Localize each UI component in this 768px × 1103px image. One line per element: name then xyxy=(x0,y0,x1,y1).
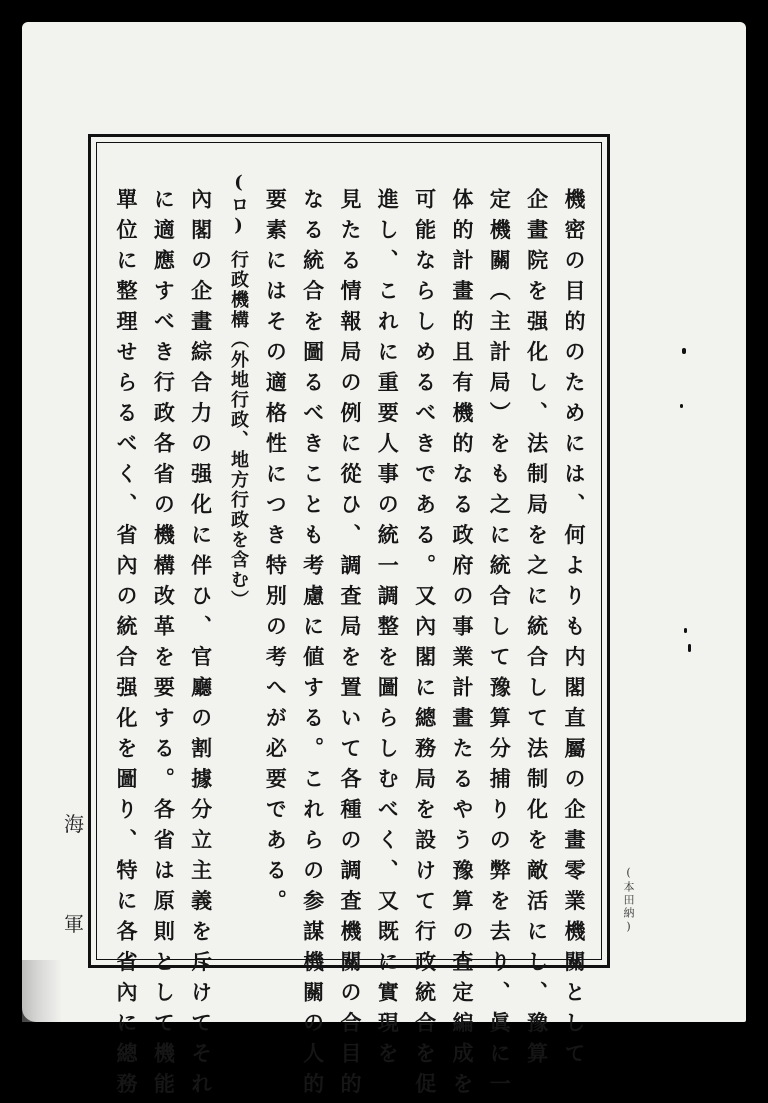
text-line: 單位に整理せらるべく、省內の統合强化を圖り、特に各省內に總務 xyxy=(114,188,139,1103)
ink-speck xyxy=(682,348,686,354)
text-column xyxy=(446,172,478,1103)
section-heading: 行政機構（外地行政、地方行政を含む） xyxy=(227,250,249,610)
section-column xyxy=(222,172,254,952)
ink-speck xyxy=(680,404,683,408)
text-column xyxy=(558,172,590,1073)
margin-char-military: 軍 xyxy=(64,912,84,936)
text-line: 可能ならしめるべきである。又內閣に總務局を設けて行政統合を促 xyxy=(412,188,438,1103)
vertical-text-body xyxy=(102,172,598,1103)
text-column xyxy=(483,172,515,1103)
text-line: なる統合を圖るべきことも考慮に値する。これらの参謀機關の人的 xyxy=(300,188,326,1103)
text-column xyxy=(521,172,553,1073)
text-column xyxy=(297,172,329,1103)
text-line: 內閣の企畫綜合力の强化に伴ひ、官廳の割據分立主義を斥けてそれ xyxy=(188,188,214,1103)
margin-char-navy: 海 xyxy=(64,812,84,836)
text-column xyxy=(334,172,366,1103)
text-line: 進し、これに重要人事の統一調整を圖らしむべく、又既に實現を xyxy=(375,188,401,1073)
text-line: 見たる情報局の例に從ひ、調査局を置いて各種の調査機關の合目的 xyxy=(337,188,363,1103)
text-column xyxy=(409,172,441,1103)
archive-stamp: (本田納) xyxy=(622,866,635,935)
text-column xyxy=(110,172,142,1103)
ink-speck xyxy=(688,644,691,652)
text-column xyxy=(185,172,217,1103)
section-marker: (ロ) xyxy=(227,172,249,238)
text-column xyxy=(259,172,291,952)
page-edge-shadow xyxy=(22,960,62,1022)
text-line: 企畫院を强化し、法制局を之に統合して法制化を敵活にし、豫算 xyxy=(524,188,550,1073)
ink-speck xyxy=(684,628,687,633)
text-line: 要素にはその適格性につき特別の考へが必要である。 xyxy=(263,188,289,920)
text-column xyxy=(371,172,403,1073)
text-column xyxy=(147,172,179,1103)
text-line: 定機關（主計局）をも之に統合して豫算分捕りの弊を去り、眞に一 xyxy=(487,188,513,1103)
text-line: 機密の目的のためには、何よりも内閣直屬の企畫零業機關として xyxy=(561,188,587,1073)
text-line: 体的計畫的且有機的なる政府の事業計畫たるやう豫算の査定編成を xyxy=(449,188,475,1103)
text-line: に適應すべき行政各省の機構改革を要する。各省は原則として機能 xyxy=(151,188,177,1103)
